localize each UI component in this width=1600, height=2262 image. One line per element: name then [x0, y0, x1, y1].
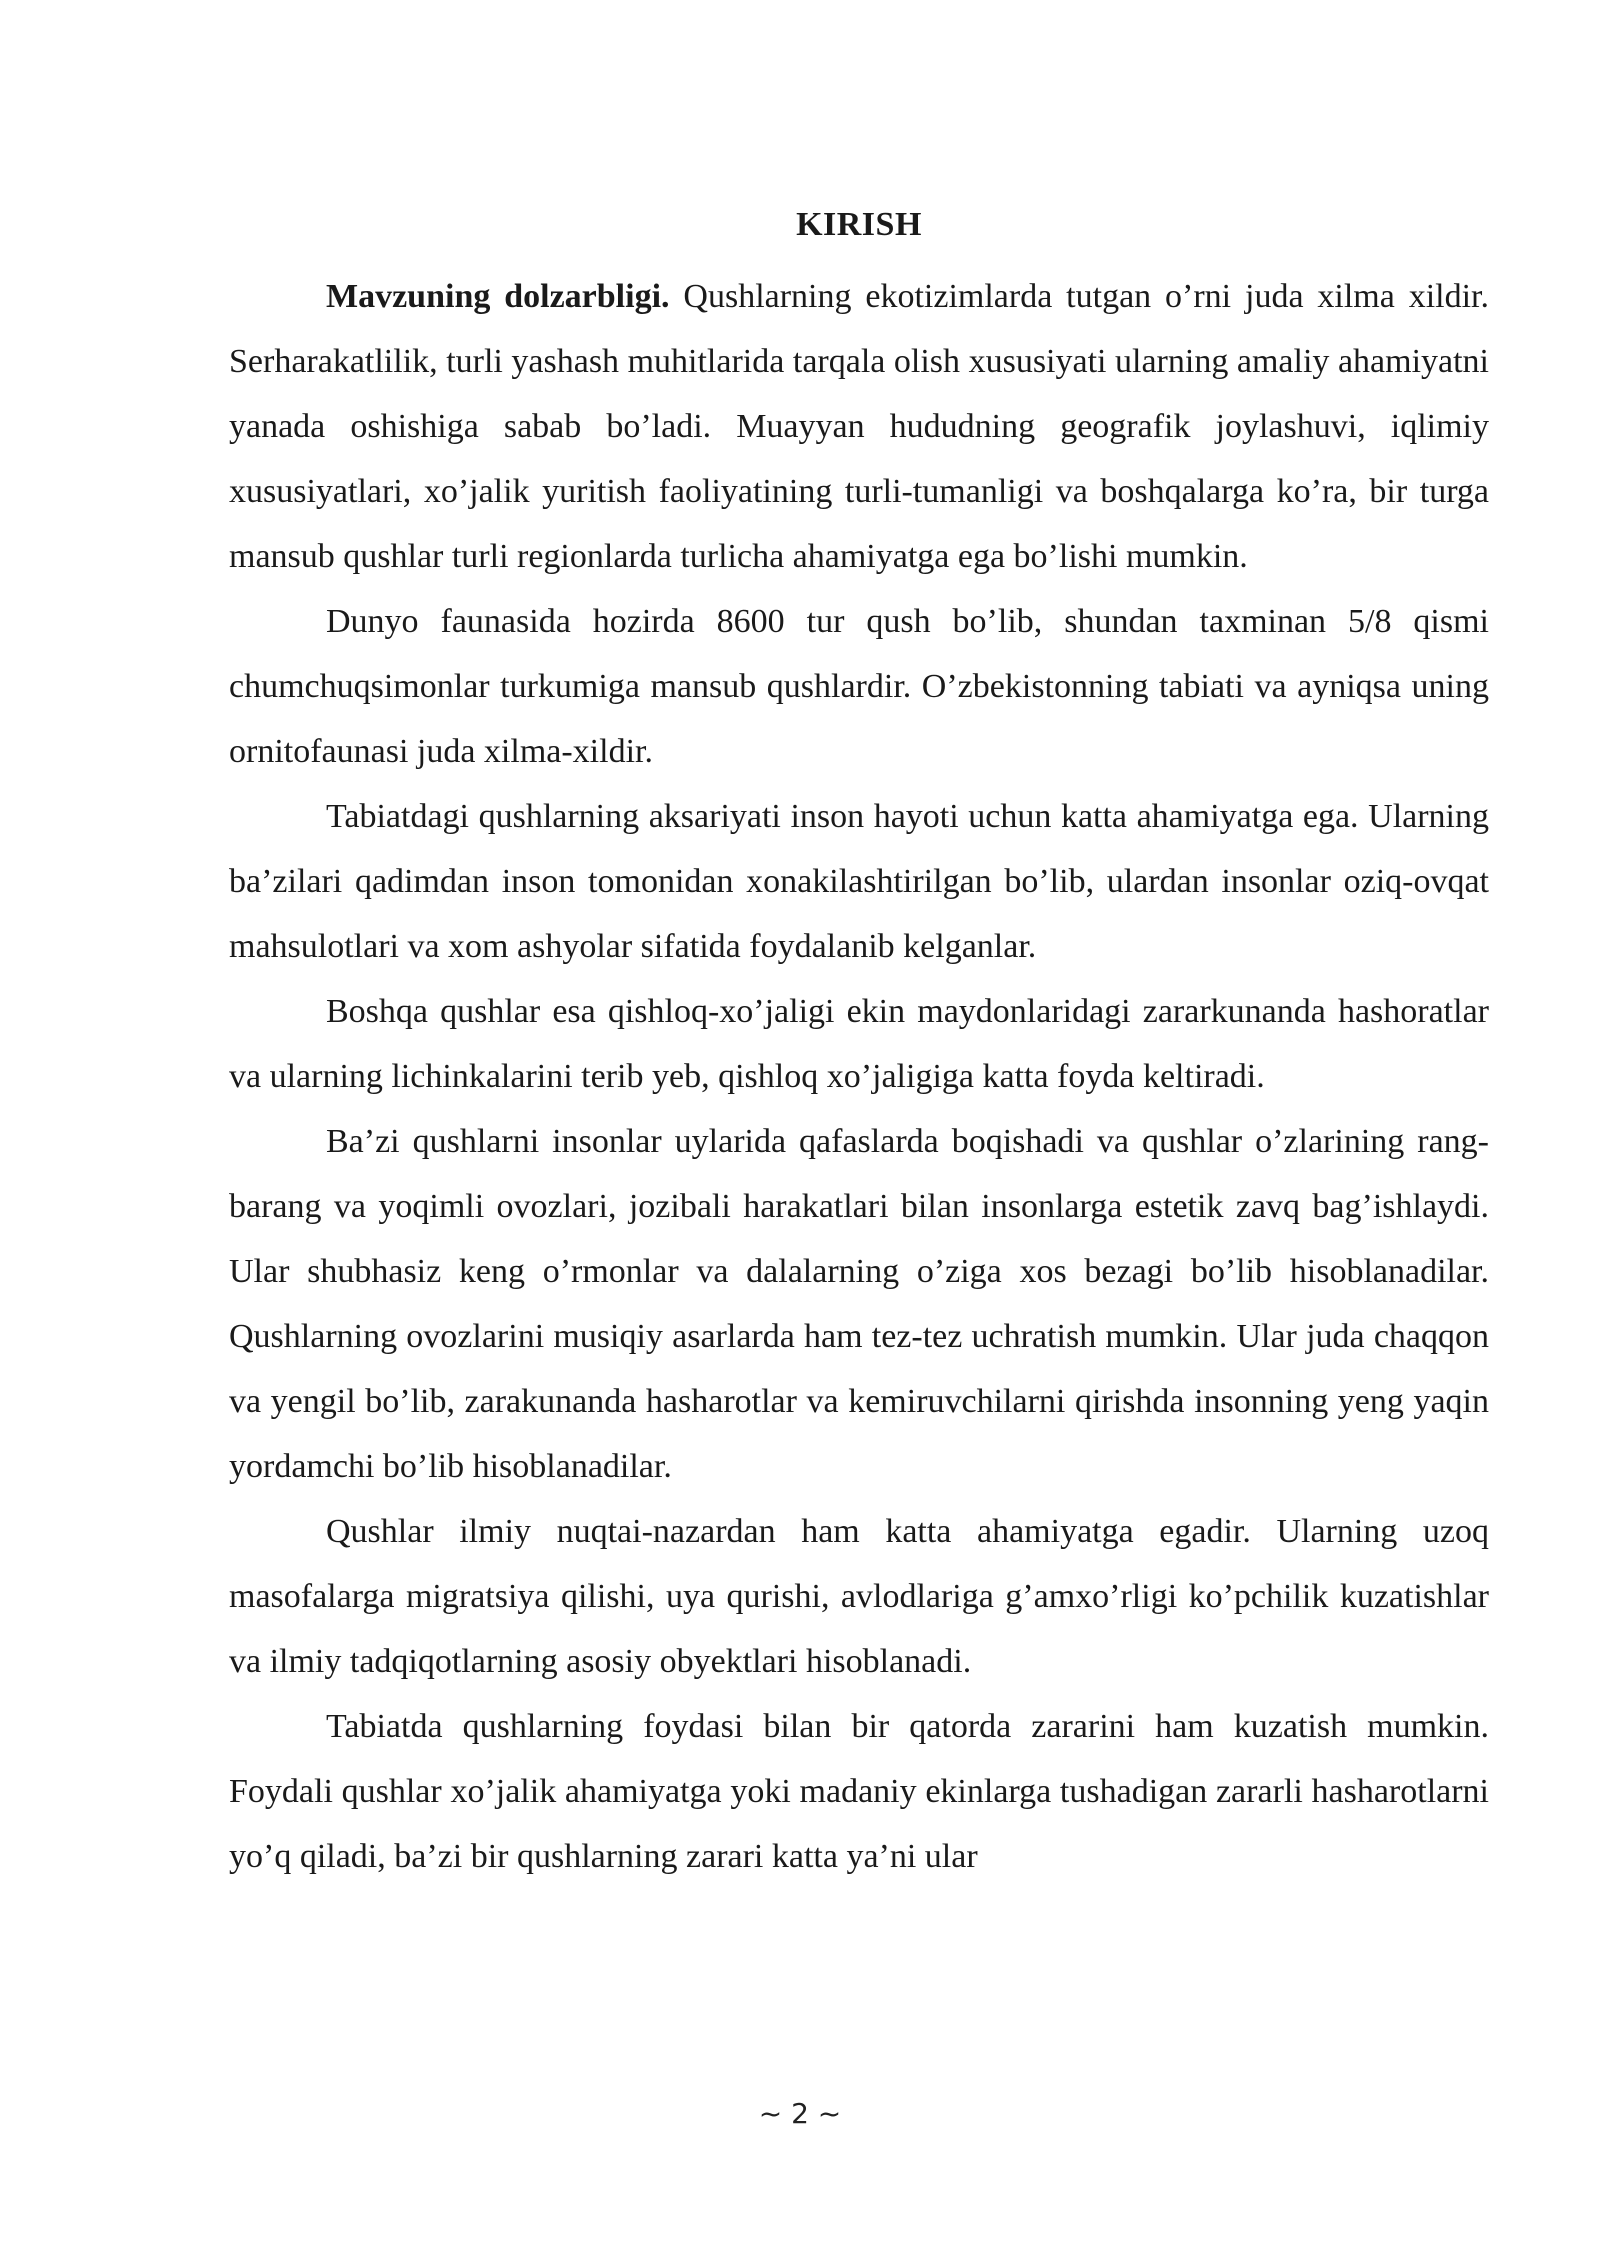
paragraph-text: Ba’zi qushlarni insonlar uylarida qafaslarda boqishadi va qushlar o’zlarining rang-barang va yoqimli ovozlari, jozibali harakatlari bilan insonlarga estetik zavq bag’ishlaydi. Ular shubhasiz keng o’rmonlar va dalalarning o’ziga xos bezagi bo’lib hisoblanadilar. Qushlarning ovozlarini musiqiy asarlarda ham tez-tez uchratish mumkin. Ular juda chaqqon va yengil bo’lib, zarakunanda hasharotlar va kemiruvchilarni qirishda insonning yeng yaqin yordamchi bo’lib hisoblanadilar.: [229, 1123, 1489, 1485]
section-heading: KIRISH: [796, 206, 922, 243]
paragraph-text: Qushlarning ekotizimlarda tutgan o’rni juda xilma xildir. Serharakatlilik, turli yashash muhitlarida tarqala olish xususiyati ularning amaliy ahamiyatni yanada oshishiga sabab bo’ladi. Muayyan hududning geografik joylashuvi, iqlimiy xususiyatlari, xo’jalik yuritish faoliyatining turli-tumanligi va boshqalarga ko’ra, bir turga mansub qushlar turli regionlarda turlicha ahamiyatga ega bo’lishi mumkin.: [229, 278, 1490, 575]
paragraph: [229, 1109, 1489, 1499]
paragraph-text: Qushlar ilmiy nuqtai-nazardan ham katta ahamiyatga egadir. Ularning uzoq masofalarga migratsiya qilishi, uya qurishi, avlodlariga g’amxo’rligi ko’pchilik kuzatishlar va ilmiy tadqiqotlarning asosiy obyektlari hisoblanadi.: [229, 1513, 1489, 1680]
paragraph-text: Tabiatda qushlarning foydasi bilan bir qatorda zararini ham kuzatish mumkin. Foydali qushlar xo’jalik ahamiyatga yoki madaniy ekinlarga tushadigan zararli hasharotlarni yo’q qiladi, ba’zi bir qushlarning zarari katta ya’ni ular: [229, 1708, 1489, 1875]
paragraph: [229, 1499, 1489, 1694]
paragraph-text: Tabiatdagi qushlarning aksariyati inson hayoti uchun katta ahamiyatga ega. Ularning ba’zilari qadimdan inson tomonidan xonakilashtirilgan bo’lib, ulardan insonlar oziq-ovqat mahsulotlari va xom ashyolar sifatida foydalanib kelganlar.: [229, 798, 1489, 965]
paragraph-text: Dunyo faunasida hozirda 8600 tur qush bo’lib, shundan taxminan 5/8 qismi chumchuqsimonlar turkumiga mansub qushlardir. O’zbekistonning tabiati va ayniqsa uning ornitofaunasi juda xilma-xildir.: [229, 603, 1489, 770]
paragraph: [229, 1694, 1489, 1889]
paragraph: [229, 784, 1489, 979]
page-number: ~ 2 ~: [758, 2097, 842, 2130]
paragraph-lead-bold: Mavzuning dolzarbligi.: [326, 278, 670, 315]
document-body: [229, 198, 1489, 1889]
paragraph: [229, 264, 1489, 589]
paragraph: [229, 589, 1489, 784]
paragraph-text: Boshqa qushlar esa qishloq-xo’jaligi ekin maydonlaridagi zararkunanda hashoratlar va ularning lichinkalarini terib yeb, qishloq xo’jaligiga katta foyda keltiradi.: [229, 993, 1489, 1095]
paragraph: [229, 979, 1489, 1109]
